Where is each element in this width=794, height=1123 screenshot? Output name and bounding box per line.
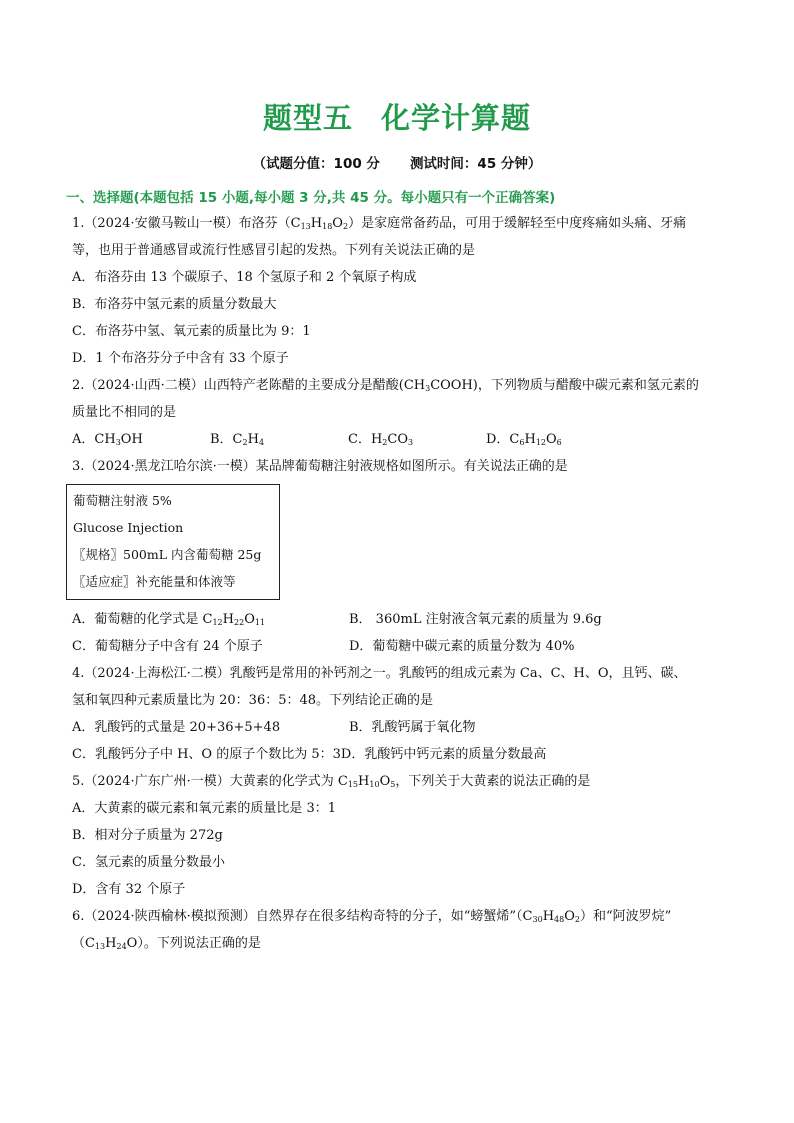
q3-option-d: D．葡萄糖中碳元素的质量分数为 40% [349,639,575,654]
q4-stem: 4.（2024·上海松江·二模）乳酸钙是常用的补钙剂之一。乳酸钙的组成元素为 Ca、C、H、O，且钙、碳、 [72,666,687,681]
q2-option-d: D．$C_6H_{12}O_6$ [486,432,562,447]
exam-time: 测试时间：45 分钟） [409,156,542,172]
q4-option-a: A．乳酸钙的式量是 20+36+5+48 [72,720,281,735]
q3-option-c: C．葡萄糖分子中含有 24 个原子 [72,639,263,654]
questions-area [72,210,732,957]
q3-options-row1 [72,606,732,633]
q2-option-a: A．$CH_3OH$ [72,432,143,447]
q2-option-c: C．$H_2CO_3$ [348,432,414,447]
q2-options [72,426,732,453]
q4-options-row2 [72,741,732,768]
q2-stem-cont: 质量比不相同的是 [72,405,177,420]
q2-stem: 2.（2024·山西·二模）山西特产老陈醋的主要成分是醋酸$(CH_3COOH)$，下列物质与醋酸中碳元素和氢元素的 [72,378,699,393]
q5-option-a: A．大黄素的碳元素和氧元素的质量比是 3：1 [72,801,337,816]
box-line-4: 〖适应症〗补充能量和体液等 [73,574,236,589]
q1-option-a: A．布洛芬由 13 个碳原子、18 个氢原子和 2 个氧原子构成 [72,270,417,285]
q6-stem-cont: $(C_{13}H_{24}O)$。下列说法正确的是 [72,936,261,951]
q2-option-b: B．$C_2H_4$ [210,432,265,447]
box-line-1: 葡萄糖注射液 5% [73,493,172,508]
q3-option-a: A．葡萄糖的化学式是 $C_{12}H_{22}O_{11}$ [72,612,266,627]
exam-meta [0,152,794,172]
q1-option-d: D．1 个布洛芬分子中含有 33 个原子 [72,351,289,366]
q4-option-d: D．乳酸钙中钙元素的质量分数最高 [340,747,547,762]
q4-option-c: C．乳酸钙分子中 H、O 的原子个数比为 5：3 [72,747,341,762]
q4-stem-cont: 氢和氧四种元素质量比为 20：36：5：48。下列结论正确的是 [72,693,434,708]
q5-option-b: B．相对分子质量为 272g [72,828,223,843]
q5-option-c: C．氢元素的质量分数最小 [72,855,225,870]
q3-options-row2 [72,633,732,660]
q1-stem: 1.（2024·安徽马鞍山一模）布洛芬$(C_{13}H_{18}O_2)$是家庭常备药品，可用于缓解轻至中度疼痛如头痛、牙痛 [72,216,687,231]
section-heading: 一、选择题(本题包括 15 小题,每小题 3 分,共 45 分。每小题只有一个正确答案) [66,190,556,206]
page-title [0,96,794,137]
glucose-label-box [66,484,280,600]
box-line-3: 〖规格〗500mL 内含葡萄糖 25g [73,547,262,562]
q1-option-b: B．布洛芬中氢元素的质量分数最大 [72,297,277,312]
q3-stem: 3.（2024·黑龙江哈尔滨·一模）某品牌葡萄糖注射液规格如图所示。有关说法正确的是 [72,459,568,474]
q3-option-b: B． 360mL 注射液含氧元素的质量为 9.6g [349,612,602,627]
q5-option-d: D．含有 32 个原子 [72,882,186,897]
exam-score: （试题分值：100 分 [252,156,380,172]
title-part-2: 化学计算题 [381,101,532,135]
box-line-2: Glucose Injection [73,520,184,535]
q4-options-row1 [72,714,732,741]
q4-option-b: B．乳酸钙属于氧化物 [349,720,476,735]
q5-stem: 5.（2024·广东广州·一模）大黄素的化学式为 $C_{15}H_{10}O_5$，下列关于大黄素的说法正确的是 [72,774,591,789]
title-part-1: 题型五 [262,101,353,135]
q1-option-c: C．布洛芬中氢、氧元素的质量比为 9：1 [72,324,311,339]
q1-stem-cont: 等，也用于普通感冒或流行性感冒引起的发热。下列有关说法正确的是 [72,243,476,258]
q6-stem: 6.（2024·陕西榆林·模拟预测）自然界存在很多结构奇特的分子，如“螃蟹烯$”(C_{30}H_{48}O_2)$和“阿波罗烷” [72,909,672,924]
